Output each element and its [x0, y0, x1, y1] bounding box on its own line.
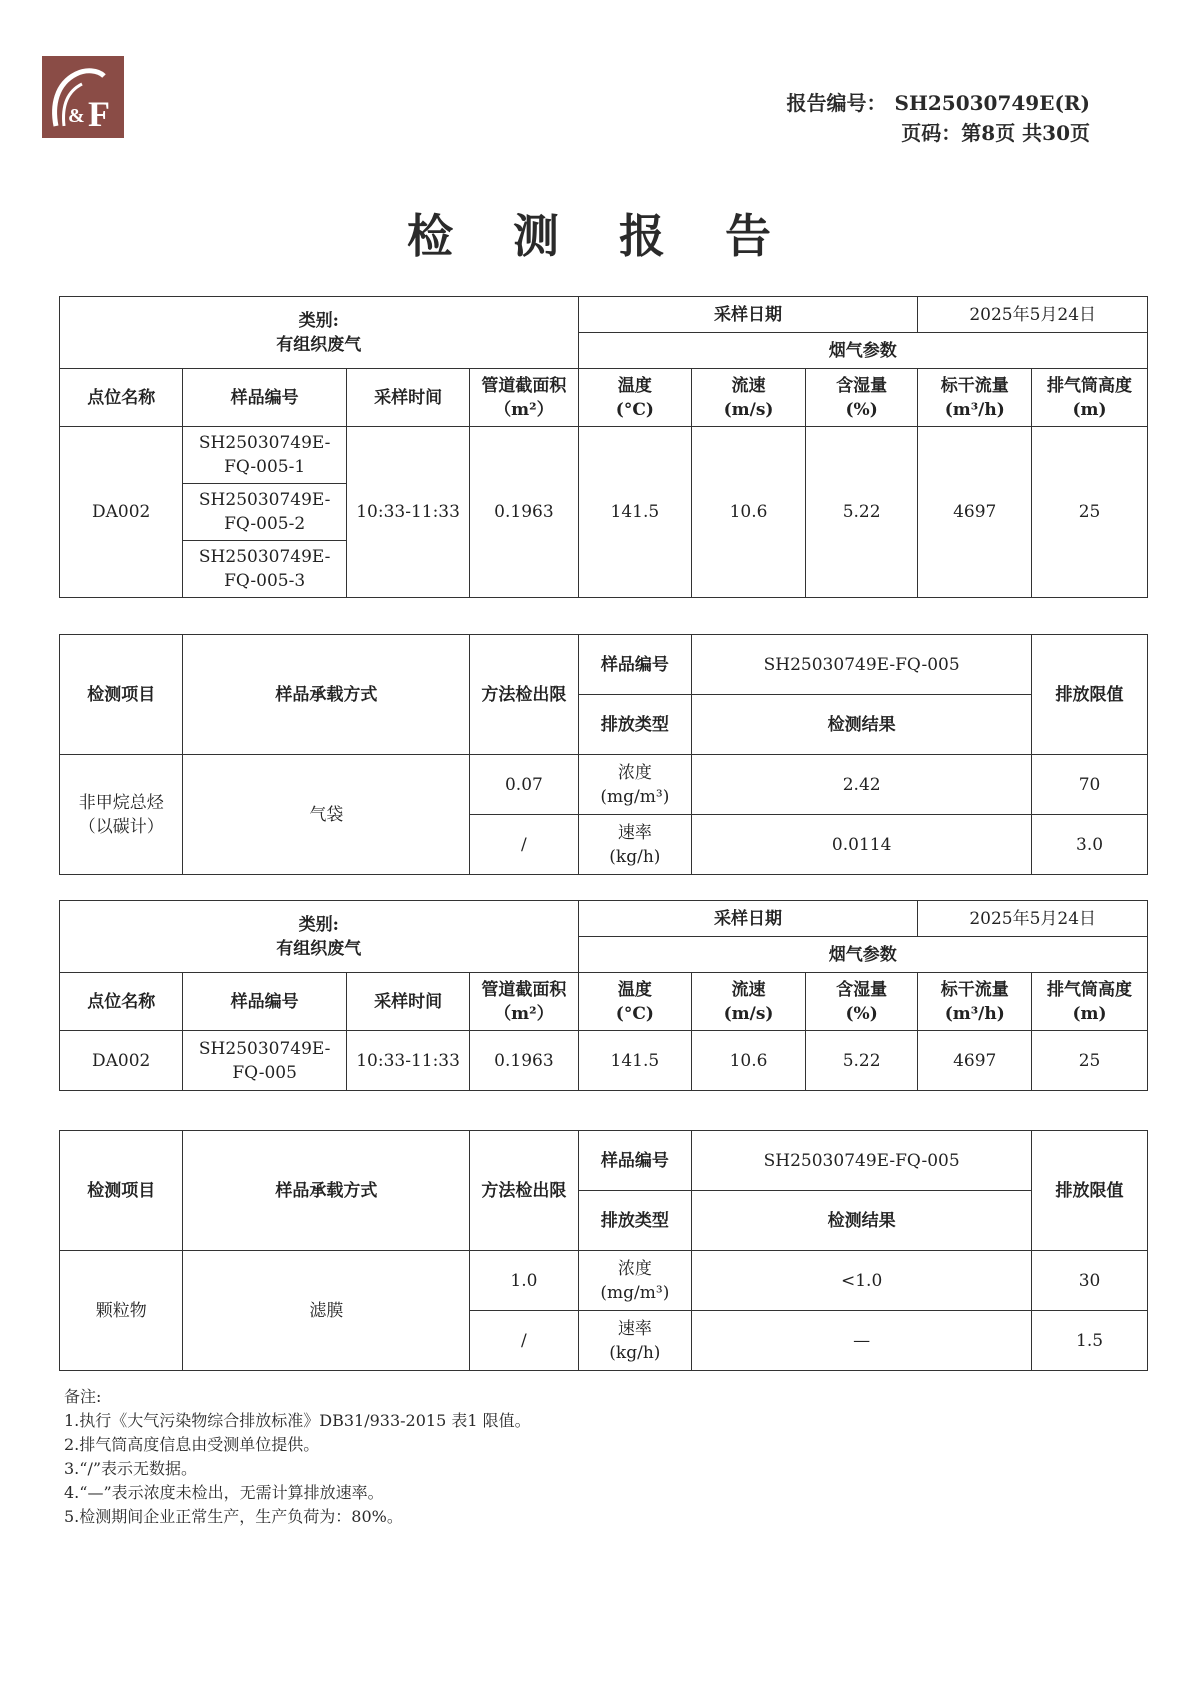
sampling-date-value-2: 2025年5月24日 [918, 901, 1148, 937]
category-cell [60, 297, 579, 369]
moisture-header [805, 369, 918, 427]
temperature-label: 温度 [617, 375, 652, 396]
stack-height-unit-2: (m) [1072, 1003, 1107, 1024]
emission-limit-header-2: 排放限值 [1032, 1131, 1148, 1251]
point-name-header: 点位名称 [60, 369, 183, 427]
sampling-time-header: 采样时间 [346, 369, 469, 427]
svg-text:F: F [88, 94, 110, 134]
dry-flow-unit: (m³/h) [944, 399, 1005, 420]
carrier-header-2: 样品承载方式 [183, 1131, 470, 1251]
note-item: 3.“/”表示无数据。 [64, 1459, 198, 1478]
moisture-unit-2: (%) [845, 1003, 878, 1024]
point-value-2: DA002 [60, 1031, 183, 1091]
test-item-value: 非甲烷总烃（以碳计） [60, 755, 183, 875]
test-result-header-2: 检测结果 [692, 1191, 1032, 1251]
sampling-time-header-2: 采样时间 [346, 973, 469, 1031]
result-table-1 [59, 634, 1148, 875]
conc-label-2: 浓度 [617, 1258, 652, 1279]
rate-unit: (kg/h) [609, 846, 661, 867]
report-header [787, 88, 1090, 148]
stack-height-header-2 [1032, 973, 1148, 1031]
page-title: 检 测 报 告 [406, 209, 794, 263]
dry-flow-value: 4697 [918, 427, 1032, 598]
stack-height-label-2: 排气筒高度 [1047, 979, 1133, 1000]
moisture-value-2: 5.22 [805, 1031, 918, 1091]
category-value-2: 有组织废气 [276, 938, 362, 959]
sampling-time-value-2: 10:33-11:33 [346, 1031, 469, 1091]
report-number-label: 报告编号： [786, 91, 887, 115]
conc-result: 2.42 [692, 755, 1032, 815]
test-item-value-2: 颗粒物 [60, 1251, 183, 1371]
notes-title: 备注: [64, 1387, 102, 1406]
velocity-label: 流速 [731, 375, 766, 396]
rate-method-limit-2: / [470, 1311, 578, 1371]
duct-area-value-2: 0.1963 [470, 1031, 578, 1091]
svg-text:&: & [68, 105, 85, 127]
moisture-label-2: 含湿量 [836, 979, 888, 1000]
duct-area-unit: （m²） [494, 399, 554, 420]
sampling-date-label: 采样日期 [578, 297, 918, 333]
velocity-unit: (m/s) [723, 399, 774, 420]
carrier-value: 气袋 [183, 755, 470, 875]
moisture-value: 5.22 [805, 427, 918, 598]
velocity-header-2 [692, 973, 806, 1031]
dry-flow-header [918, 369, 1032, 427]
point-name-header-2: 点位名称 [60, 973, 183, 1031]
conc-standard-2: 30 [1032, 1251, 1148, 1311]
conc-type [578, 755, 692, 815]
emission-type-header-2: 排放类型 [578, 1191, 692, 1251]
moisture-label: 含湿量 [836, 375, 888, 396]
duct-area-header [470, 369, 578, 427]
conc-type-2 [578, 1251, 692, 1311]
result-sample-no-2: SH25030749E-FQ-005 [692, 1131, 1032, 1191]
flue-gas-params-label-2: 烟气参数 [578, 937, 1147, 973]
duct-area-label: 管道截面积 [481, 375, 567, 396]
flue-gas-table-1 [59, 296, 1148, 598]
carrier-header: 样品承载方式 [183, 635, 470, 755]
temperature-header-2 [578, 973, 692, 1031]
rate-type [578, 815, 692, 875]
sampling-time-value: 10:33-11:33 [346, 427, 469, 598]
sampling-date-value: 2025年5月24日 [918, 297, 1148, 333]
rate-unit-2: (kg/h) [609, 1342, 661, 1363]
sample-no-3: SH25030749E-FQ-005-3 [183, 541, 346, 598]
conc-standard: 70 [1032, 755, 1148, 815]
category-title: 类别: [298, 310, 339, 331]
af-logo-icon [42, 56, 124, 138]
velocity-value-2: 10.6 [692, 1031, 806, 1091]
dry-flow-label: 标干流量 [940, 375, 1009, 396]
rate-type-2 [578, 1311, 692, 1371]
page-number: 第8页 共30页 [961, 121, 1090, 145]
velocity-header [692, 369, 806, 427]
dry-flow-label-2: 标干流量 [940, 979, 1009, 1000]
flue-gas-table-2 [59, 900, 1148, 1091]
rate-standard: 3.0 [1032, 815, 1148, 875]
rate-standard-2: 1.5 [1032, 1311, 1148, 1371]
conc-unit-2: (mg/m³) [600, 1282, 670, 1303]
velocity-unit-2: (m/s) [723, 1003, 774, 1024]
duct-area-unit-2: （m²） [494, 1003, 554, 1024]
rate-method-limit: / [470, 815, 578, 875]
duct-area-label-2: 管道截面积 [481, 979, 567, 1000]
category-value: 有组织废气 [276, 334, 362, 355]
page-number-line [787, 118, 1090, 148]
temperature-header [578, 369, 692, 427]
velocity-value: 10.6 [692, 427, 806, 598]
temperature-unit: (°C) [615, 399, 654, 420]
test-result-header: 检测结果 [692, 695, 1032, 755]
category-cell-2 [60, 901, 579, 973]
rate-result: 0.0114 [692, 815, 1032, 875]
stack-height-label: 排气筒高度 [1047, 375, 1133, 396]
point-value: DA002 [60, 427, 183, 598]
dry-flow-unit-2: (m³/h) [944, 1003, 1005, 1024]
carrier-value-2: 滤膜 [183, 1251, 470, 1371]
rate-label: 速率 [617, 822, 652, 843]
rate-label-2: 速率 [617, 1318, 652, 1339]
temperature-value: 141.5 [578, 427, 692, 598]
note-item: 5.检测期间企业正常生产，生产负荷为：80%。 [64, 1507, 403, 1526]
velocity-label-2: 流速 [731, 979, 766, 1000]
notes [64, 1385, 531, 1529]
stack-height-unit: (m) [1072, 399, 1107, 420]
result-table-2 [59, 1130, 1148, 1371]
sample-no-header-2: 样品编号 [183, 973, 346, 1031]
note-item: 2.排气筒高度信息由受测单位提供。 [64, 1435, 320, 1454]
conc-label: 浓度 [617, 762, 652, 783]
rate-result-2: — [692, 1311, 1032, 1371]
moisture-header-2 [805, 973, 918, 1031]
sample-no-label-2: 样品编号 [578, 1131, 692, 1191]
page-label: 页码： [901, 121, 962, 145]
sample-no-label: 样品编号 [578, 635, 692, 695]
dry-flow-header-2 [918, 973, 1032, 1031]
report-number: SH25030749E(R) [894, 91, 1090, 115]
flue-gas-params-label: 烟气参数 [578, 333, 1147, 369]
test-item-header-2: 检测项目 [60, 1131, 183, 1251]
sample-no-1: SH25030749E-FQ-005-1 [183, 427, 346, 484]
sample-no-header: 样品编号 [183, 369, 346, 427]
conc-result-2: <1.0 [692, 1251, 1032, 1311]
stack-height-header [1032, 369, 1148, 427]
temperature-unit-2: (°C) [615, 1003, 654, 1024]
dry-flow-value-2: 4697 [918, 1031, 1032, 1091]
sample-no-2: SH25030749E-FQ-005-2 [183, 484, 346, 541]
conc-method-limit: 0.07 [470, 755, 578, 815]
duct-area-value: 0.1963 [470, 427, 578, 598]
category-title-2: 类别: [298, 914, 339, 935]
note-item: 1.执行《大气污染物综合排放标准》DB31/933-2015 表1 限值。 [64, 1411, 531, 1430]
report-number-line [787, 88, 1090, 118]
stack-height-value-2: 25 [1032, 1031, 1148, 1091]
method-limit-header: 方法检出限 [470, 635, 578, 755]
moisture-unit: (%) [845, 399, 878, 420]
test-item-header: 检测项目 [60, 635, 183, 755]
conc-method-limit-2: 1.0 [470, 1251, 578, 1311]
sample-no-value-2: SH25030749E-FQ-005 [183, 1031, 346, 1091]
note-item: 4.“—”表示浓度未检出，无需计算排放速率。 [64, 1483, 384, 1502]
stack-height-value: 25 [1032, 427, 1148, 598]
temperature-value-2: 141.5 [578, 1031, 692, 1091]
emission-limit-header: 排放限值 [1032, 635, 1148, 755]
result-sample-no: SH25030749E-FQ-005 [692, 635, 1032, 695]
method-limit-header-2: 方法检出限 [470, 1131, 578, 1251]
conc-unit: (mg/m³) [600, 786, 670, 807]
company-logo [42, 56, 124, 138]
emission-type-header: 排放类型 [578, 695, 692, 755]
duct-area-header-2 [470, 973, 578, 1031]
sampling-date-label-2: 采样日期 [578, 901, 918, 937]
temperature-label-2: 温度 [617, 979, 652, 1000]
